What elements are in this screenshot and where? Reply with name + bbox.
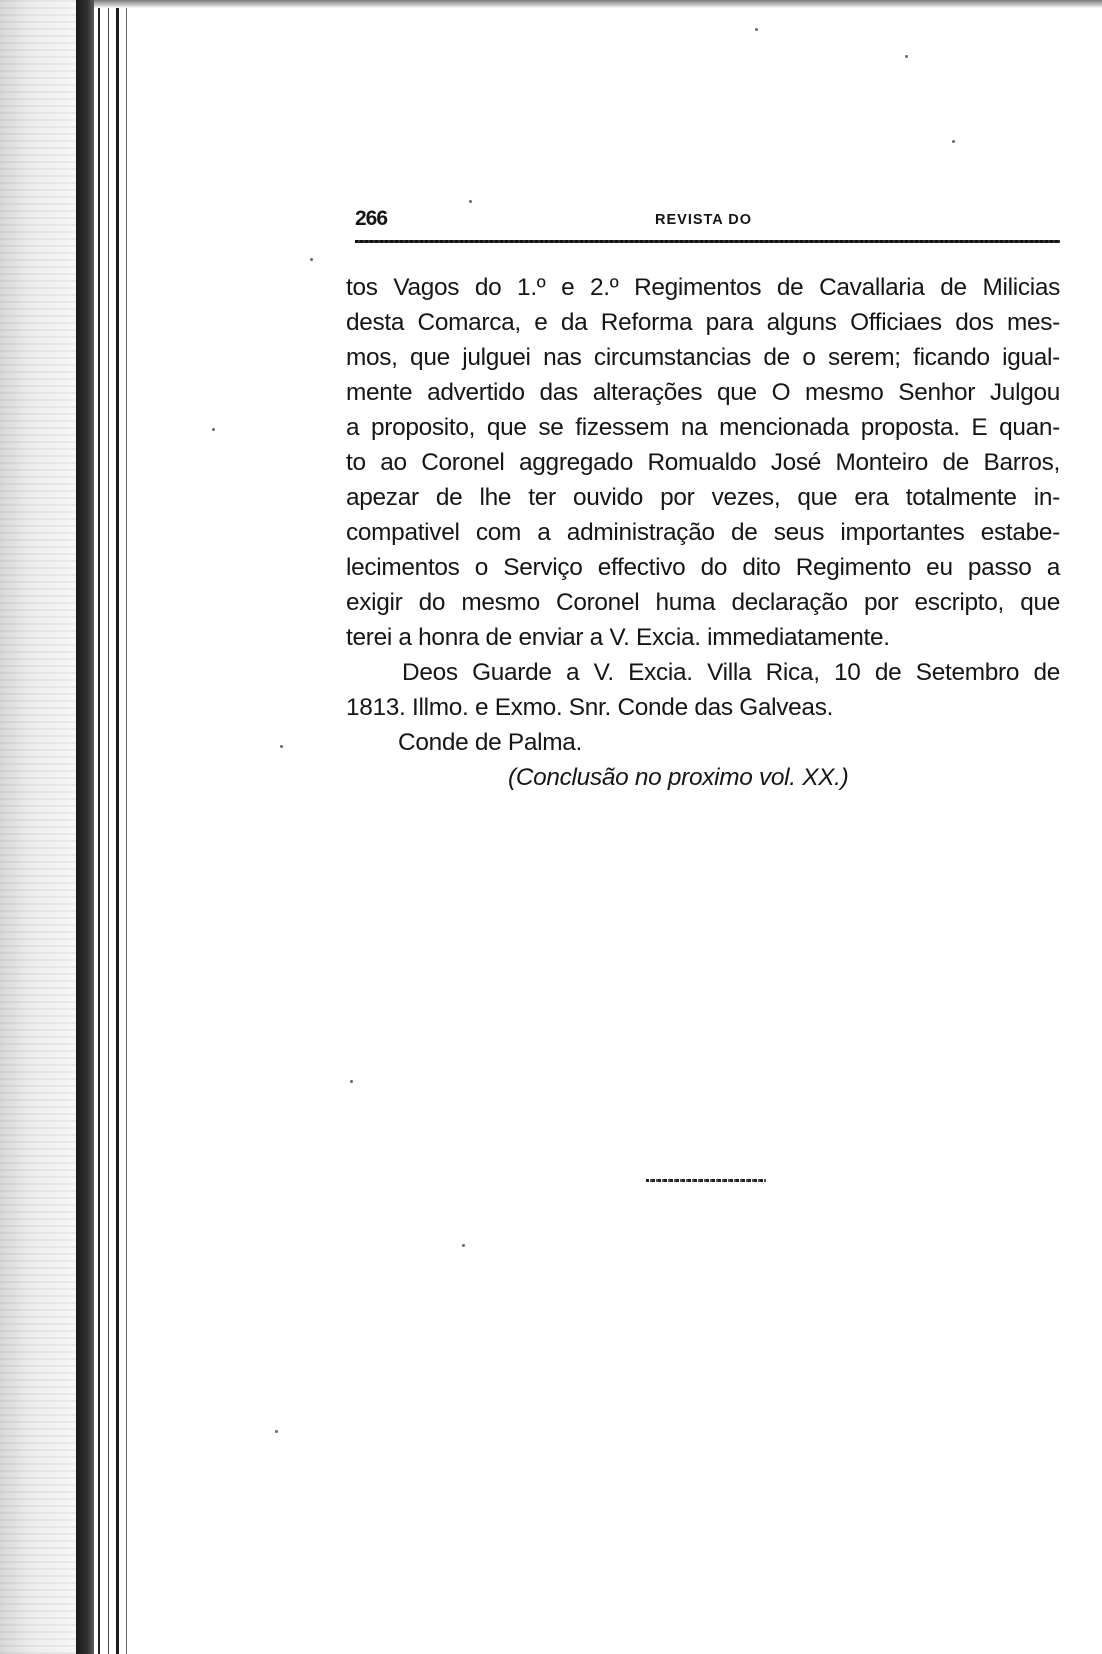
text-line: desta Comarca, e da Reforma para alguns Officiaes dos mes- xyxy=(346,309,1060,336)
text-line: lecimentos o Serviço effectivo do dito Regimento eu passo a xyxy=(346,554,1060,581)
signature: Conde de Palma. xyxy=(398,729,582,756)
text-line: to ao Coronel aggregado Romualdo José Monteiro de Barros, xyxy=(346,449,1060,476)
spine-line xyxy=(116,0,119,1654)
text-line: mente advertido das alterações que O mesmo Senhor Julgou xyxy=(346,379,1060,406)
scan-speck xyxy=(310,258,313,261)
page-number: 266 xyxy=(355,207,388,230)
scan-speck xyxy=(755,28,758,31)
text-line: mos, que julguei nas circumstancias de o serem; ficando igual- xyxy=(346,344,1060,371)
spine-line xyxy=(126,0,127,1654)
running-head xyxy=(355,207,1060,247)
text-line: terei a honra de enviar a V. Excia. immediatamente. xyxy=(346,624,890,651)
scan-speck xyxy=(212,428,215,431)
body-text xyxy=(346,270,1060,795)
text-line: exigir do mesmo Coronel huma declaração por escripto, que xyxy=(346,589,1060,616)
scan-speck xyxy=(905,55,908,58)
text-line: a proposito, que se fizessem na mencionada proposta. E quan- xyxy=(346,414,1060,441)
end-rule xyxy=(646,1179,766,1182)
closing-line: Deos Guarde a V. Excia. Villa Rica, 10 de Setembro de xyxy=(402,659,1060,686)
text-line: apezar de lhe ter ouvido por vezes, que era totalmente in- xyxy=(346,484,1060,511)
scan-speck xyxy=(952,140,955,143)
closing-line: 1813. Illmo. e Exmo. Snr. Conde das Galveas. xyxy=(346,694,834,721)
conclusion-note: (Conclusão no proximo vol. XX.) xyxy=(508,764,849,791)
spine-line xyxy=(108,0,109,1654)
spine-line xyxy=(98,0,100,1654)
page-top-edge xyxy=(94,0,1102,8)
text-line: tos Vagos do 1.º e 2.º Regimentos de Cavallaria de Milicias xyxy=(346,274,1060,301)
book-spine-shadow xyxy=(76,0,94,1654)
scan-speck xyxy=(462,1244,465,1247)
scan-speck xyxy=(469,200,472,203)
scan-speck xyxy=(275,1430,278,1433)
running-title: REVISTA DO xyxy=(655,212,753,228)
text-line: compativel com a administração de seus importantes estabe- xyxy=(346,519,1060,546)
scan-speck xyxy=(280,745,283,748)
scan-speck xyxy=(350,1080,353,1083)
header-rule xyxy=(355,240,1060,243)
scan-gutter xyxy=(0,0,78,1654)
